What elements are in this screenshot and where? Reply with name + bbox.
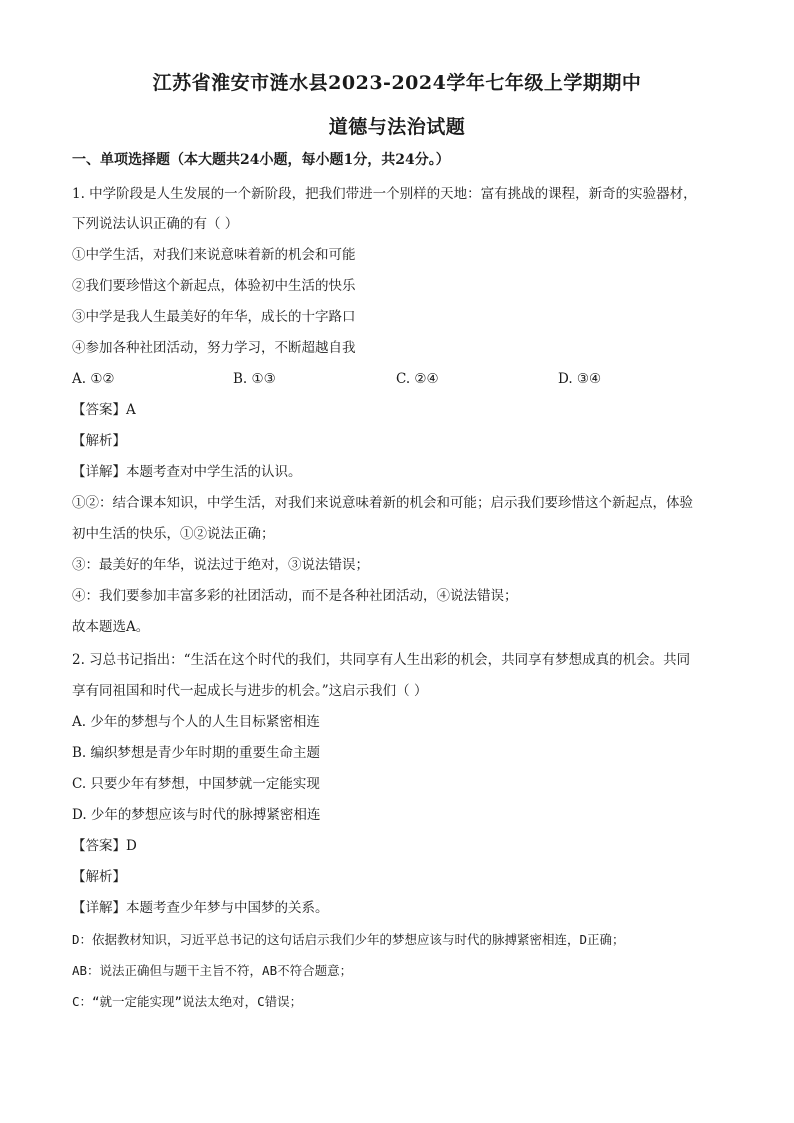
q1-explanation-line2: 初中生活的快乐，①②说法正确；: [72, 526, 275, 542]
q2-stem-line1: 2. 习总书记指出：“生活在这个时代的我们，共同享有人生出彩的机会，共同享有梦想成真的机会。共同: [72, 652, 691, 668]
q1-explanation-line4: ④：我们要参加丰富多彩的社团活动，而不是各种社团活动，④说法错误；: [72, 588, 518, 604]
q1-option-c: C. ②④: [396, 371, 439, 387]
q2-option-c: C. 只要少年有梦想，中国梦就一定能实现: [72, 776, 320, 792]
q2-stem-line2: 享有同祖国和时代一起成长与进步的机会。”这启示我们（ ）: [72, 683, 428, 699]
q1-statement-4: ④参加各种社团活动，努力学习，不断超越自我: [72, 340, 356, 356]
q2-explanation-line3: C：“就一定能实现”说法太绝对，C错误；: [72, 994, 303, 1009]
document-title-line1: 江苏省淮安市涟水县2023-2024学年七年级上学期期中: [152, 72, 642, 94]
q1-stem-line1: 1. 中学阶段是人生发展的一个新阶段，把我们带进一个别样的天地：富有挑战的课程，新奇的实验器材，: [72, 186, 697, 202]
q2-answer: 【答案】D: [72, 838, 137, 854]
q2-analysis-label: 【解析】: [72, 869, 126, 885]
q1-stem-line2: 下列说法认识正确的有（ ）: [72, 216, 239, 232]
q2-option-b: B. 编织梦想是青少年时期的重要生命主题: [72, 745, 321, 761]
document-title-line2: 道德与法治试题: [328, 116, 466, 138]
q1-option-d: D. ③④: [558, 371, 602, 387]
q2-detail: 【详解】本题考查少年梦与中国梦的关系。: [72, 900, 329, 916]
q1-conclusion: 故本题选A。: [72, 619, 150, 635]
q1-detail: 【详解】本题考查对中学生活的认识。: [72, 464, 302, 480]
q1-answer: 【答案】A: [72, 402, 136, 418]
q1-analysis-label: 【解析】: [72, 433, 126, 449]
q1-statement-3: ③中学是我人生最美好的年华，成长的十字路口: [72, 309, 356, 325]
q1-statement-2: ②我们要珍惜这个新起点，体验初中生活的快乐: [72, 278, 356, 294]
q1-explanation-line1: ①②：结合课本知识，中学生活，对我们来说意味着新的机会和可能；启示我们要珍惜这个新起点，体验: [72, 495, 693, 511]
q2-option-a: A. 少年的梦想与个人的人生目标紧密相连: [72, 714, 320, 730]
q1-option-b: B. ①③: [233, 371, 276, 387]
q1-explanation-line3: ③：最美好的年华，说法过于绝对，③说法错误；: [72, 557, 369, 573]
q2-explanation-line2: AB：说法正确但与题干主旨不符，AB不符合题意；: [72, 963, 353, 978]
q1-statement-1: ①中学生活，对我们来说意味着新的机会和可能: [72, 247, 356, 263]
q2-option-d: D. 少年的梦想应该与时代的脉搏紧密相连: [72, 807, 321, 823]
q2-explanation-line1: D：依据教材知识，习近平总书记的这句话启示我们少年的梦想应该与时代的脉搏紧密相连，D正确；: [72, 932, 625, 947]
section-heading: 一、单项选择题（本大题共24小题，每小题1分，共24分。）: [72, 152, 450, 168]
q1-option-a: A. ①②: [72, 371, 115, 387]
